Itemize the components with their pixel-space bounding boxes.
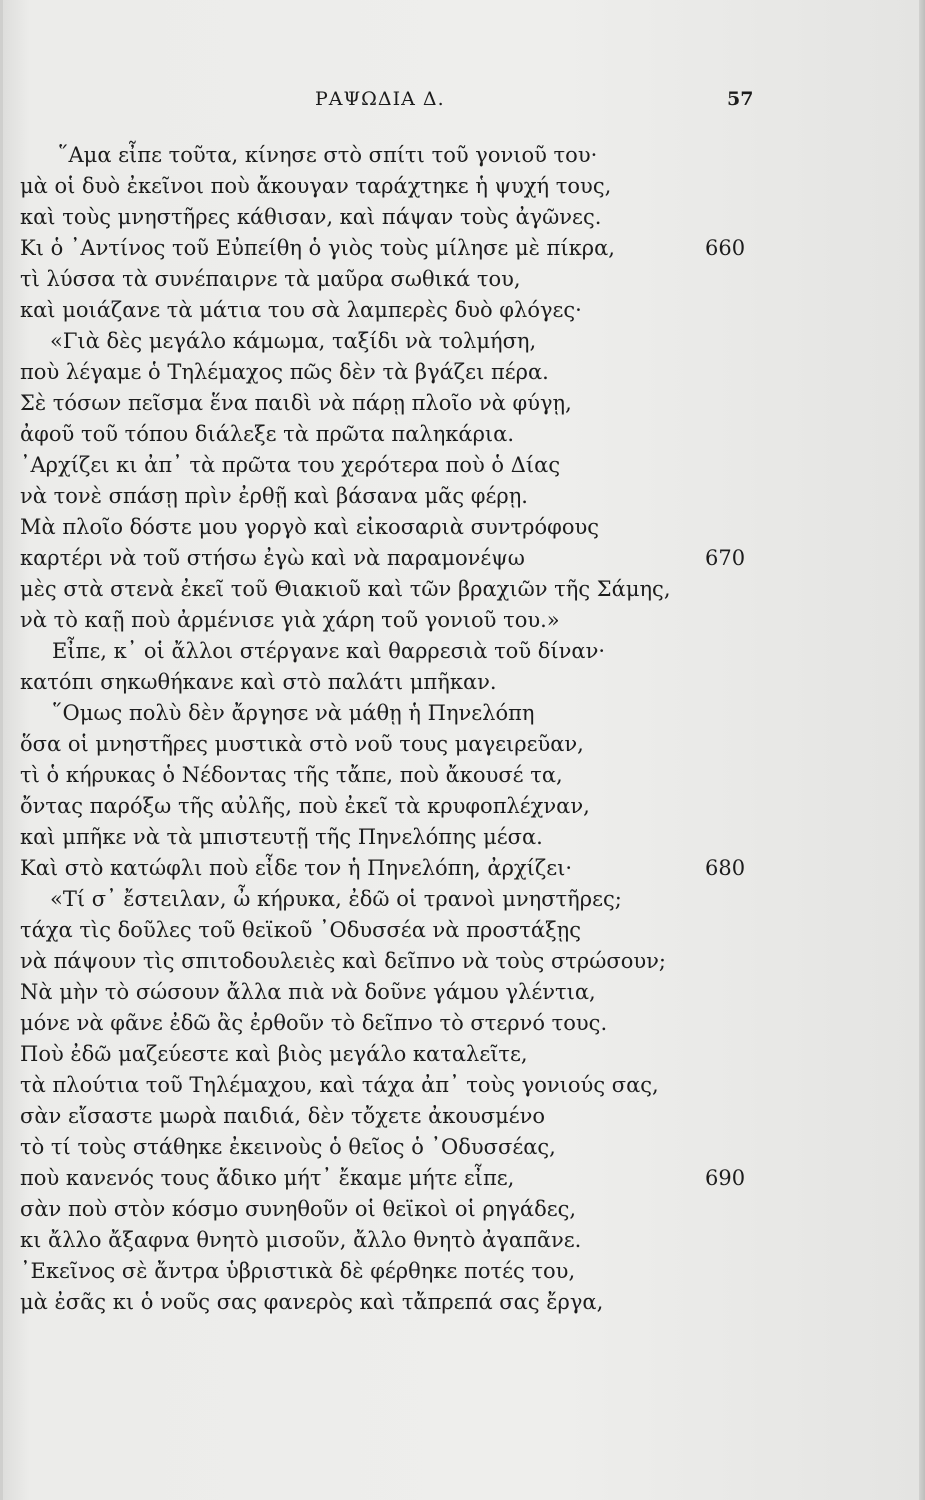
verse-line [0,1225,925,1256]
verse-text: ῞Αμα εἶπε τοῦτα, κίνησε στὸ σπίτι τοῦ γονιοῦ του· [58,143,598,167]
line-number: 660 [705,236,746,260]
verse-line [0,543,925,574]
verse-text: καὶ μοιάζανε τὰ μάτια του σὰ λαμπερὲς δυὸ φλόγες· [20,298,582,322]
verse-line [0,171,925,202]
verse-line [0,636,925,667]
verse-text: μὰ οἱ δυὸ ἐκεῖνοι ποὺ ἄκουγαν ταράχτηκε ἡ ψυχή τους, [20,174,612,198]
verse-line [0,760,925,791]
verse-text: τὸ τί τοὺς στάθηκε ἐκεινοὺς ὁ θεῖος ὁ ᾿Οδυσσέας, [20,1135,556,1159]
verse-line [0,667,925,698]
verse-line [0,1287,925,1318]
verse-line [0,388,925,419]
verse-line [0,946,925,977]
line-number: 690 [705,1166,746,1190]
verse-text: Νὰ μὴν τὸ σώσουν ἄλλα πιὰ νὰ δοῦνε γάμου γλέντια, [20,980,596,1004]
verse-line [0,1008,925,1039]
verse-text: Σὲ τόσων πεῖσμα ἕνα παιδὶ νὰ πάρῃ πλοῖο νὰ φύγῃ, [20,391,572,415]
verse-text: Ποὺ ἐδῶ μαζεύεστε καὶ βιὸς μεγάλο καταλεῖτε, [20,1042,528,1066]
verse-line [0,605,925,636]
verse-line [0,140,925,171]
verse-text: Καὶ στὸ κατώφλι ποὺ εἶδε τον ἡ Πηνελόπη, ἀρχίζει· [20,856,573,880]
verse-text: νὰ τὸ καῇ ποὺ ἀρμένισε γιὰ χάρη τοῦ γονιοῦ του.» [20,608,560,632]
verse-text: καρτέρι νὰ τοῦ στήσω ἐγὼ καὶ νὰ παραμονέψω [20,546,525,570]
verse-line [0,1070,925,1101]
verse-line [0,977,925,1008]
page-header [0,88,925,118]
line-number: 680 [705,856,746,880]
verse-text: ᾿Εκεῖνος σὲ ἄντρα ὑβριστικὰ δὲ φέρθηκε ποτές του, [20,1259,576,1283]
verse-text: νὰ πάψουν τὶς σπιτοδουλειὲς καὶ δεῖπνο νὰ τοὺς στρώσουν; [20,949,666,973]
verse-text: μόνε νὰ φᾶνε ἐδῶ ἂς ἐρθοῦν τὸ δεῖπνο τὸ στερνό τους. [20,1011,608,1035]
verse-line [0,1163,925,1194]
page-number: 57 [727,88,754,110]
verse-text: κι ἄλλο ἄξαφνα θνητὸ μισοῦν, ἄλλο θνητὸ ἀγαπᾶνε. [20,1228,582,1252]
verse-line [0,1132,925,1163]
verse-line [0,326,925,357]
verse-text: ὅσα οἱ μνηστῆρες μυστικὰ στὸ νοῦ τους μαγειρεῦαν, [20,732,584,756]
verse-line [0,574,925,605]
verse-line [0,481,925,512]
verse-line [0,1039,925,1070]
verse-line [0,915,925,946]
verse-line [0,295,925,326]
verse-text: ῞Ομως πολὺ δὲν ἄργησε νὰ μάθῃ ἡ Πηνελόπη [52,701,535,725]
verse-text: καὶ τοὺς μνηστῆρες κάθισαν, καὶ πάψαν τοὺς ἀγῶνες. [20,205,602,229]
verse-text: Κι ὁ ᾿Αντίνος τοῦ Εὐπείθη ὁ γιὸς τοὺς μίλησε μὲ πίκρα, [20,236,615,260]
verse-text: ποὺ λέγαμε ὁ Τηλέμαχος πῶς δὲν τὰ βγάζει πέρα. [20,360,549,384]
verse-line [0,202,925,233]
verse-text: Μὰ πλοῖο δόστε μου γοργὸ καὶ εἰκοσαριὰ συντρόφους [20,515,599,539]
poem-text [0,140,925,1318]
verse-line [0,729,925,760]
verse-text: Εἶπε, κ᾿ οἱ ἄλλοι στέργανε καὶ θαρρεσιὰ τοῦ δίναν· [52,639,606,663]
verse-line [0,791,925,822]
running-head: ΡΑΨΩΔΙΑ Δ. [315,88,445,110]
verse-line [0,853,925,884]
line-number: 670 [705,546,746,570]
verse-line [0,1256,925,1287]
verse-text: ποὺ κανενός τους ἄδικο μήτ᾿ ἔκαμε μήτε εἶπε, [20,1166,515,1190]
verse-text: ἀφοῦ τοῦ τόπου διάλεξε τὰ πρῶτα παληκάρια. [20,422,515,446]
verse-line [0,450,925,481]
verse-line [0,1194,925,1225]
verse-text: κατόπι σηκωθήκανε καὶ στὸ παλάτι μπῆκαν. [20,670,497,694]
verse-text: τὶ ὁ κήρυκας ὁ Νέδοντας τῆς τἄπε, ποὺ ἄκουσέ τα, [20,763,563,787]
verse-line [0,419,925,450]
verse-text: «Τί σ᾿ ἔστειλαν, ὦ κήρυκα, ἐδῶ οἱ τρανοὶ μνηστῆρες; [50,887,622,911]
verse-text: τὰ πλούτια τοῦ Τηλέμαχου, καὶ τάχα ἀπ᾿ τοὺς γονιούς σας, [20,1073,659,1097]
verse-text: νὰ τονὲ σπάσῃ πρὶν ἐρθῇ καὶ βάσανα μᾶς φέρῃ. [20,484,528,508]
verse-line [0,357,925,388]
verse-line [0,884,925,915]
verse-line [0,698,925,729]
verse-line [0,264,925,295]
verse-line [0,233,925,264]
verse-text: μὰ ἐσᾶς κι ὁ νοῦς σας φανερὸς καὶ τἄπρεπά σας ἔργα, [20,1290,604,1314]
verse-text: τάχα τὶς δοῦλες τοῦ θεϊκοῦ ᾿Οδυσσέα νὰ προστάξῃς [20,918,582,942]
verse-text: σὰν εἴσαστε μωρὰ παιδιά, δὲν τὄχετε ἀκουσμένο [20,1104,546,1128]
verse-text: ὄντας παρόξω τῆς αὐλῆς, ποὺ ἐκεῖ τὰ κρυφοπλέχναν, [20,794,590,818]
verse-text: τὶ λύσσα τὰ συνέπαιρνε τὰ μαῦρα σωθικά του, [20,267,521,291]
verse-text: ᾿Αρχίζει κι ἀπ᾿ τὰ πρῶτα του χερότερα ποὺ ὁ Δίας [20,453,561,477]
verse-line [0,822,925,853]
verse-text: καὶ μπῆκε νὰ τὰ μπιστευτῇ τῆς Πηνελόπης μέσα. [20,825,543,849]
verse-line [0,512,925,543]
verse-line [0,1101,925,1132]
verse-text: σὰν ποὺ στὸν κόσμο συνηθοῦν οἱ θεϊκοὶ οἱ ρηγάδες, [20,1197,577,1221]
verse-text: «Γιὰ δὲς μεγάλο κάμωμα, ταξίδι νὰ τολμήση, [50,329,537,353]
verse-text: μὲς στὰ στενὰ ἐκεῖ τοῦ Θιακιοῦ καὶ τῶν βραχιῶν τῆς Σάμης, [20,577,671,601]
